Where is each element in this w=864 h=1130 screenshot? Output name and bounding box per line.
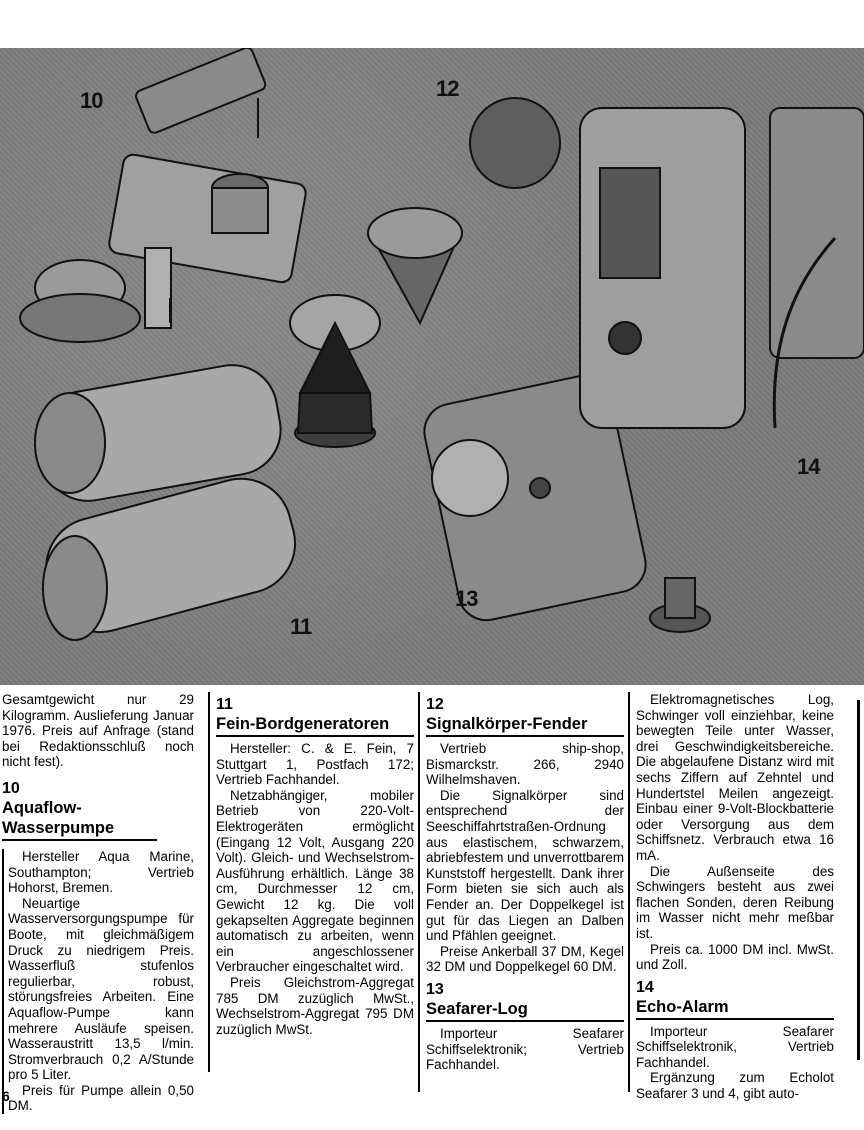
paragraph: Hersteller: C. & E. Fein, 7 Stuttgart 1, Postfach 172; Vertrieb Fachhandel. <box>216 741 414 788</box>
figure-label-10: 10 <box>80 88 103 113</box>
section-title-aquaflow: Aquaflow-Wasserpumpe <box>2 798 157 841</box>
pump-drawing <box>20 48 307 342</box>
section-title-echo-alarm: Echo-Alarm <box>636 997 834 1020</box>
paragraph-intro: Gesamtgewicht nur 29 Kilogramm. Auslieferung Januar 1976. Preis auf Anfrage (stand bei Redaktionsschluß noch nicht fest). <box>2 692 194 770</box>
page-number: 6 <box>2 1088 10 1104</box>
paragraph: Hersteller Aqua Marine, Southampton; Vertrieb Hohorst, Bremen. <box>8 848 194 896</box>
column-3 <box>418 692 624 1092</box>
figure-label-13: 13 <box>455 586 478 611</box>
column-1 <box>2 692 194 1114</box>
section-number-13: 13 <box>426 980 444 998</box>
echo-alarm-drawing <box>580 108 864 428</box>
column-4 <box>628 692 834 1102</box>
paragraph: Vertrieb ship-shop, Bismarckstr. 266, 2940 Wilhelmshaven. <box>426 741 624 788</box>
section-number-10: 10 <box>2 779 20 797</box>
section-body-aquaflow <box>2 849 194 1114</box>
figure-label-12: 12 <box>436 76 459 101</box>
paragraph: Importeur Seafarer Schiffselektronik, Vertrieb Fachhandel. <box>636 1023 834 1070</box>
section-number-12: 12 <box>426 696 444 713</box>
paragraph: Die Außenseite des Schwingers besteht aus zwei flachen Sonden, deren Reibung im Wasser nicht mehr meßbar ist. <box>636 863 834 941</box>
section-number-11: 11 <box>216 696 233 713</box>
paragraph: Preis für Pumpe allein 0,50 DM. <box>8 1082 194 1114</box>
paragraph: Elektromagnetisches Log, Schwinger voll einziehbar, keine bewegten Teile unter Wasser, drei Geschwindigkeitsbereiche. Die abgelaufene Distanz wird mit sechs Ziffern auf Zehntel und Hundertstel Meilen angezeigt. Einbau einer 9-Volt-Blockbatterie oder Versorgung aus dem Schiffsnetz. Verbrauch etwa 16 mA. <box>636 692 834 863</box>
generator-drawing <box>32 358 306 643</box>
paragraph: Preis ca. 1000 DM incl. MwSt. und Zoll. <box>636 941 834 973</box>
section-title-fein: Fein-Bordgeneratoren <box>216 714 414 737</box>
illustration-drawing <box>0 48 864 685</box>
paragraph: Preise Ankerball 37 DM, Kegel 32 DM und Doppelkegel 60 DM. <box>426 943 624 975</box>
section-title-signalkoerper: Signalkörper-Fender <box>426 714 624 737</box>
paragraph: Neuartige Wasserversorgungspumpe für Boote, mit gleichmäßigem Druck zu niedrigem Preis. Wasserfluß stufenlos regulierbar, robust, störungsfreies Arbeiten. Eine Aquaflow-Pumpe kann mehrere Ausläufe speisen. Wasseraustritt 13,5 l/min. Stromverbrauch 0,2 A/Stunde pro 5 Liter. <box>8 895 194 1083</box>
column-2 <box>208 692 414 1072</box>
product-illustration <box>0 48 864 685</box>
paragraph: Die Signalkörper sind entsprechend der Seeschiffahrtstraßen-Ordnung aus elastischem, schwarzem, abriebfestem und unverrottbarem Kunststoff hergestellt. Dank ihrer Form bieten sie sich auch als Fender an. Der Doppelkegel ist gut für das Liegen an Dalben und Pfählen geeignet. <box>426 787 624 944</box>
paragraph: Preis Gleichstrom-Aggregat 785 DM zuzüglich MwSt., Wechselstrom-Aggregat 795 DM zuzüglich MwSt. <box>216 974 414 1037</box>
figure-label-11: 11 <box>290 614 312 639</box>
figure-label-14: 14 <box>797 454 820 479</box>
paragraph: Netzabhängiger, mobiler Betrieb von 220-Volt-Elektrogeräten ermöglicht (Eingang 12 Volt, Ausgang 220 Volt). Gleich- und Wechselstrom-Ausführung erhältlich. Länge 38 cm, Durchmesser 12 cm, Gewicht 12 kg. Die voll gekapselten Aggregate beginnen automatisch zu arbeiten, wenn ein angeschlossener Verbraucher eingeschaltet wird. <box>216 787 414 975</box>
section-number-14: 14 <box>636 978 654 996</box>
page-edge-rule <box>857 700 860 1060</box>
paragraph: Ergänzung zum Echolot Seafarer 3 und 4, gibt auto- <box>636 1070 834 1102</box>
paragraph: Importeur Seafarer Schiffselektronik; Vertrieb Fachhandel. <box>426 1025 624 1073</box>
section-title-seafarer-log: Seafarer-Log <box>426 999 624 1022</box>
